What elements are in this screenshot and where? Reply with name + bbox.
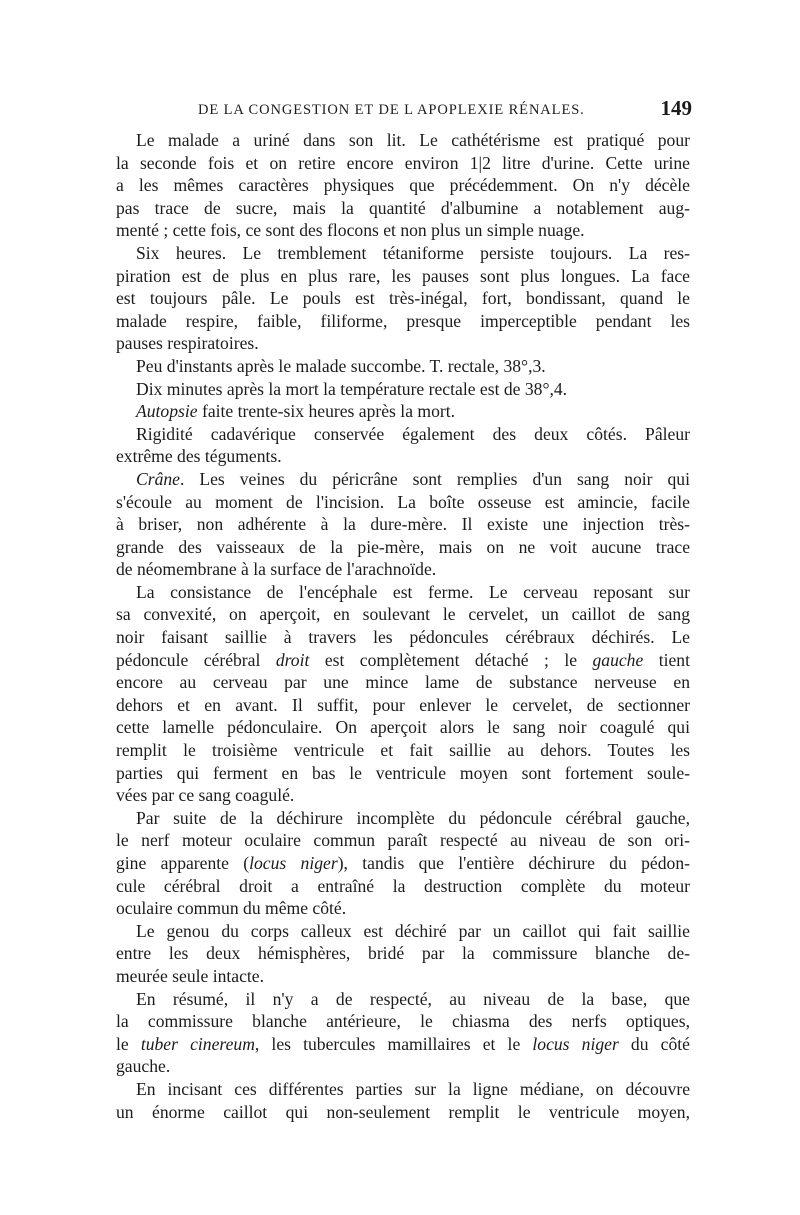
paragraph-urine xyxy=(116,129,690,242)
text-line: En résumé, il n'y a de respecté, au niveau de la base, que xyxy=(136,988,690,1009)
text-line: sa convexité, on aperçoit, en soulevant le cervelet, un caillot de sang xyxy=(116,604,690,625)
text-line: le nerf moteur oculaire commun paraît respecté au niveau de son ori- xyxy=(116,830,690,851)
paragraph-dechirure xyxy=(116,807,690,920)
text-line: Autopsie faite trente-six heures après la mort. xyxy=(136,401,456,422)
text-line: la seconde fois et on retire encore environ 1|2 litre d'urine. Cette urine xyxy=(116,152,690,173)
text-line: Le malade a uriné dans son lit. Le cathétérisme est pratiqué pour xyxy=(136,130,690,150)
paragraph-succombe xyxy=(116,355,690,378)
text-line: dehors et en avant. Il suffit, pour enlever le cervelet, de sectionner xyxy=(116,694,690,715)
page-number: 149 xyxy=(660,96,692,120)
text-line: pauses respiratoires. xyxy=(116,333,259,354)
paragraph-consistance xyxy=(116,581,690,807)
text-line: malade respire, faible, filiforme, presque imperceptible pendant les xyxy=(116,310,690,331)
text-line: pédoncule cérébral droit est complètement détaché ; le gauche tient xyxy=(116,649,690,670)
text-line: noir faisant saillie à travers les pédoncules cérébraux déchirés. Le xyxy=(116,627,690,648)
text-line: Crâne. Les veines du péricrâne sont remplies d'un sang noir qui xyxy=(136,468,690,489)
text-line: Rigidité cadavérique conservée également des deux côtés. Pâleur xyxy=(136,423,690,444)
text-line: Le genou du corps calleux est déchiré par un caillot qui fait saillie xyxy=(136,920,690,941)
text-line: à briser, non adhérente à la dure-mère. Il existe une injection très- xyxy=(116,514,690,535)
paragraph-dix-minutes xyxy=(116,378,690,401)
paragraph-six-heures xyxy=(116,242,690,355)
paragraph-rigidite xyxy=(116,423,690,468)
text-line: remplit le troisième ventricule et fait saillie au dehors. Toutes les xyxy=(116,740,690,761)
text-line: la commissure blanche antérieure, le chiasma des nerfs optiques, xyxy=(116,1011,690,1032)
text-line: encore au cerveau par une mince lame de substance nerveuse en xyxy=(116,672,690,693)
text-line: La consistance de l'encéphale est ferme. Le cerveau reposant sur xyxy=(136,581,690,602)
page-header xyxy=(116,96,696,126)
text-line: Par suite de la déchirure incomplète du pédoncule cérébral gauche, xyxy=(136,807,690,828)
text-line: cule cérébral droit a entraîné la destruction complète du moteur xyxy=(116,875,690,896)
body-text xyxy=(116,129,690,1123)
text-line: gine apparente (locus niger), tandis que l'entière déchirure du pédon- xyxy=(116,853,690,873)
text-line: Six heures. Le tremblement tétaniforme persiste toujours. La res- xyxy=(136,242,690,263)
text-line: parties qui ferment en bas le ventricule moyen sont fortement soule- xyxy=(116,762,690,783)
paragraph-incisant xyxy=(116,1078,690,1123)
text-line: gauche. xyxy=(116,1056,171,1077)
paragraph-resume xyxy=(116,988,690,1078)
text-line: pas trace de sucre, mais la quantité d'albumine a notablement aug- xyxy=(116,197,690,218)
text-line: oculaire commun du même côté. xyxy=(116,898,347,919)
paragraph-genou xyxy=(116,920,690,988)
text-line: a les mêmes caractères physiques que précédemment. On n'y décèle xyxy=(116,175,690,196)
text-line: piration est de plus en plus rare, les pauses sont plus longues. La face xyxy=(116,265,690,286)
text-line: est toujours pâle. Le pouls est très-inégal, fort, bondissant, quand le xyxy=(116,288,690,309)
text-line: entre les deux hémisphères, bridé par la commissure blanche de- xyxy=(116,943,690,964)
text-line: grande des vaisseaux de la pie-mère, mais on ne voit aucune trace xyxy=(116,536,690,557)
text-line: le tuber cinereum, les tubercules mamillaires et le locus niger du côté xyxy=(116,1033,690,1054)
text-line: menté ; cette fois, ce sont des flocons et non plus un simple nuage. xyxy=(116,220,585,241)
text-line: meurée seule intacte. xyxy=(116,965,265,986)
text-line: vées par ce sang coagulé. xyxy=(116,785,295,806)
text-line: de néomembrane à la surface de l'arachnoïde. xyxy=(116,559,437,580)
text-line: Dix minutes après la mort la température rectale est de 38°,4. xyxy=(136,378,568,399)
text-line: s'écoule au moment de l'incision. La boîte osseuse est amincie, facile xyxy=(116,491,690,512)
text-line: cette lamelle pédonculaire. On aperçoit alors le sang noir coagulé qui xyxy=(116,717,690,738)
text-line: Peu d'instants après le malade succombe. T. rectale, 38°,3. xyxy=(136,355,546,376)
text-line: En incisant ces différentes parties sur la ligne médiane, on découvre xyxy=(136,1078,690,1099)
paragraph-autopsie xyxy=(116,400,690,423)
paragraph-crane xyxy=(116,468,690,581)
text-line: un énorme caillot qui non-seulement remplit le ventricule moyen, xyxy=(116,1101,690,1122)
text-line: extrême des téguments. xyxy=(116,446,282,467)
running-title: DE LA CONGESTION ET DE L APOPLEXIE RÉNALES. xyxy=(198,102,585,118)
